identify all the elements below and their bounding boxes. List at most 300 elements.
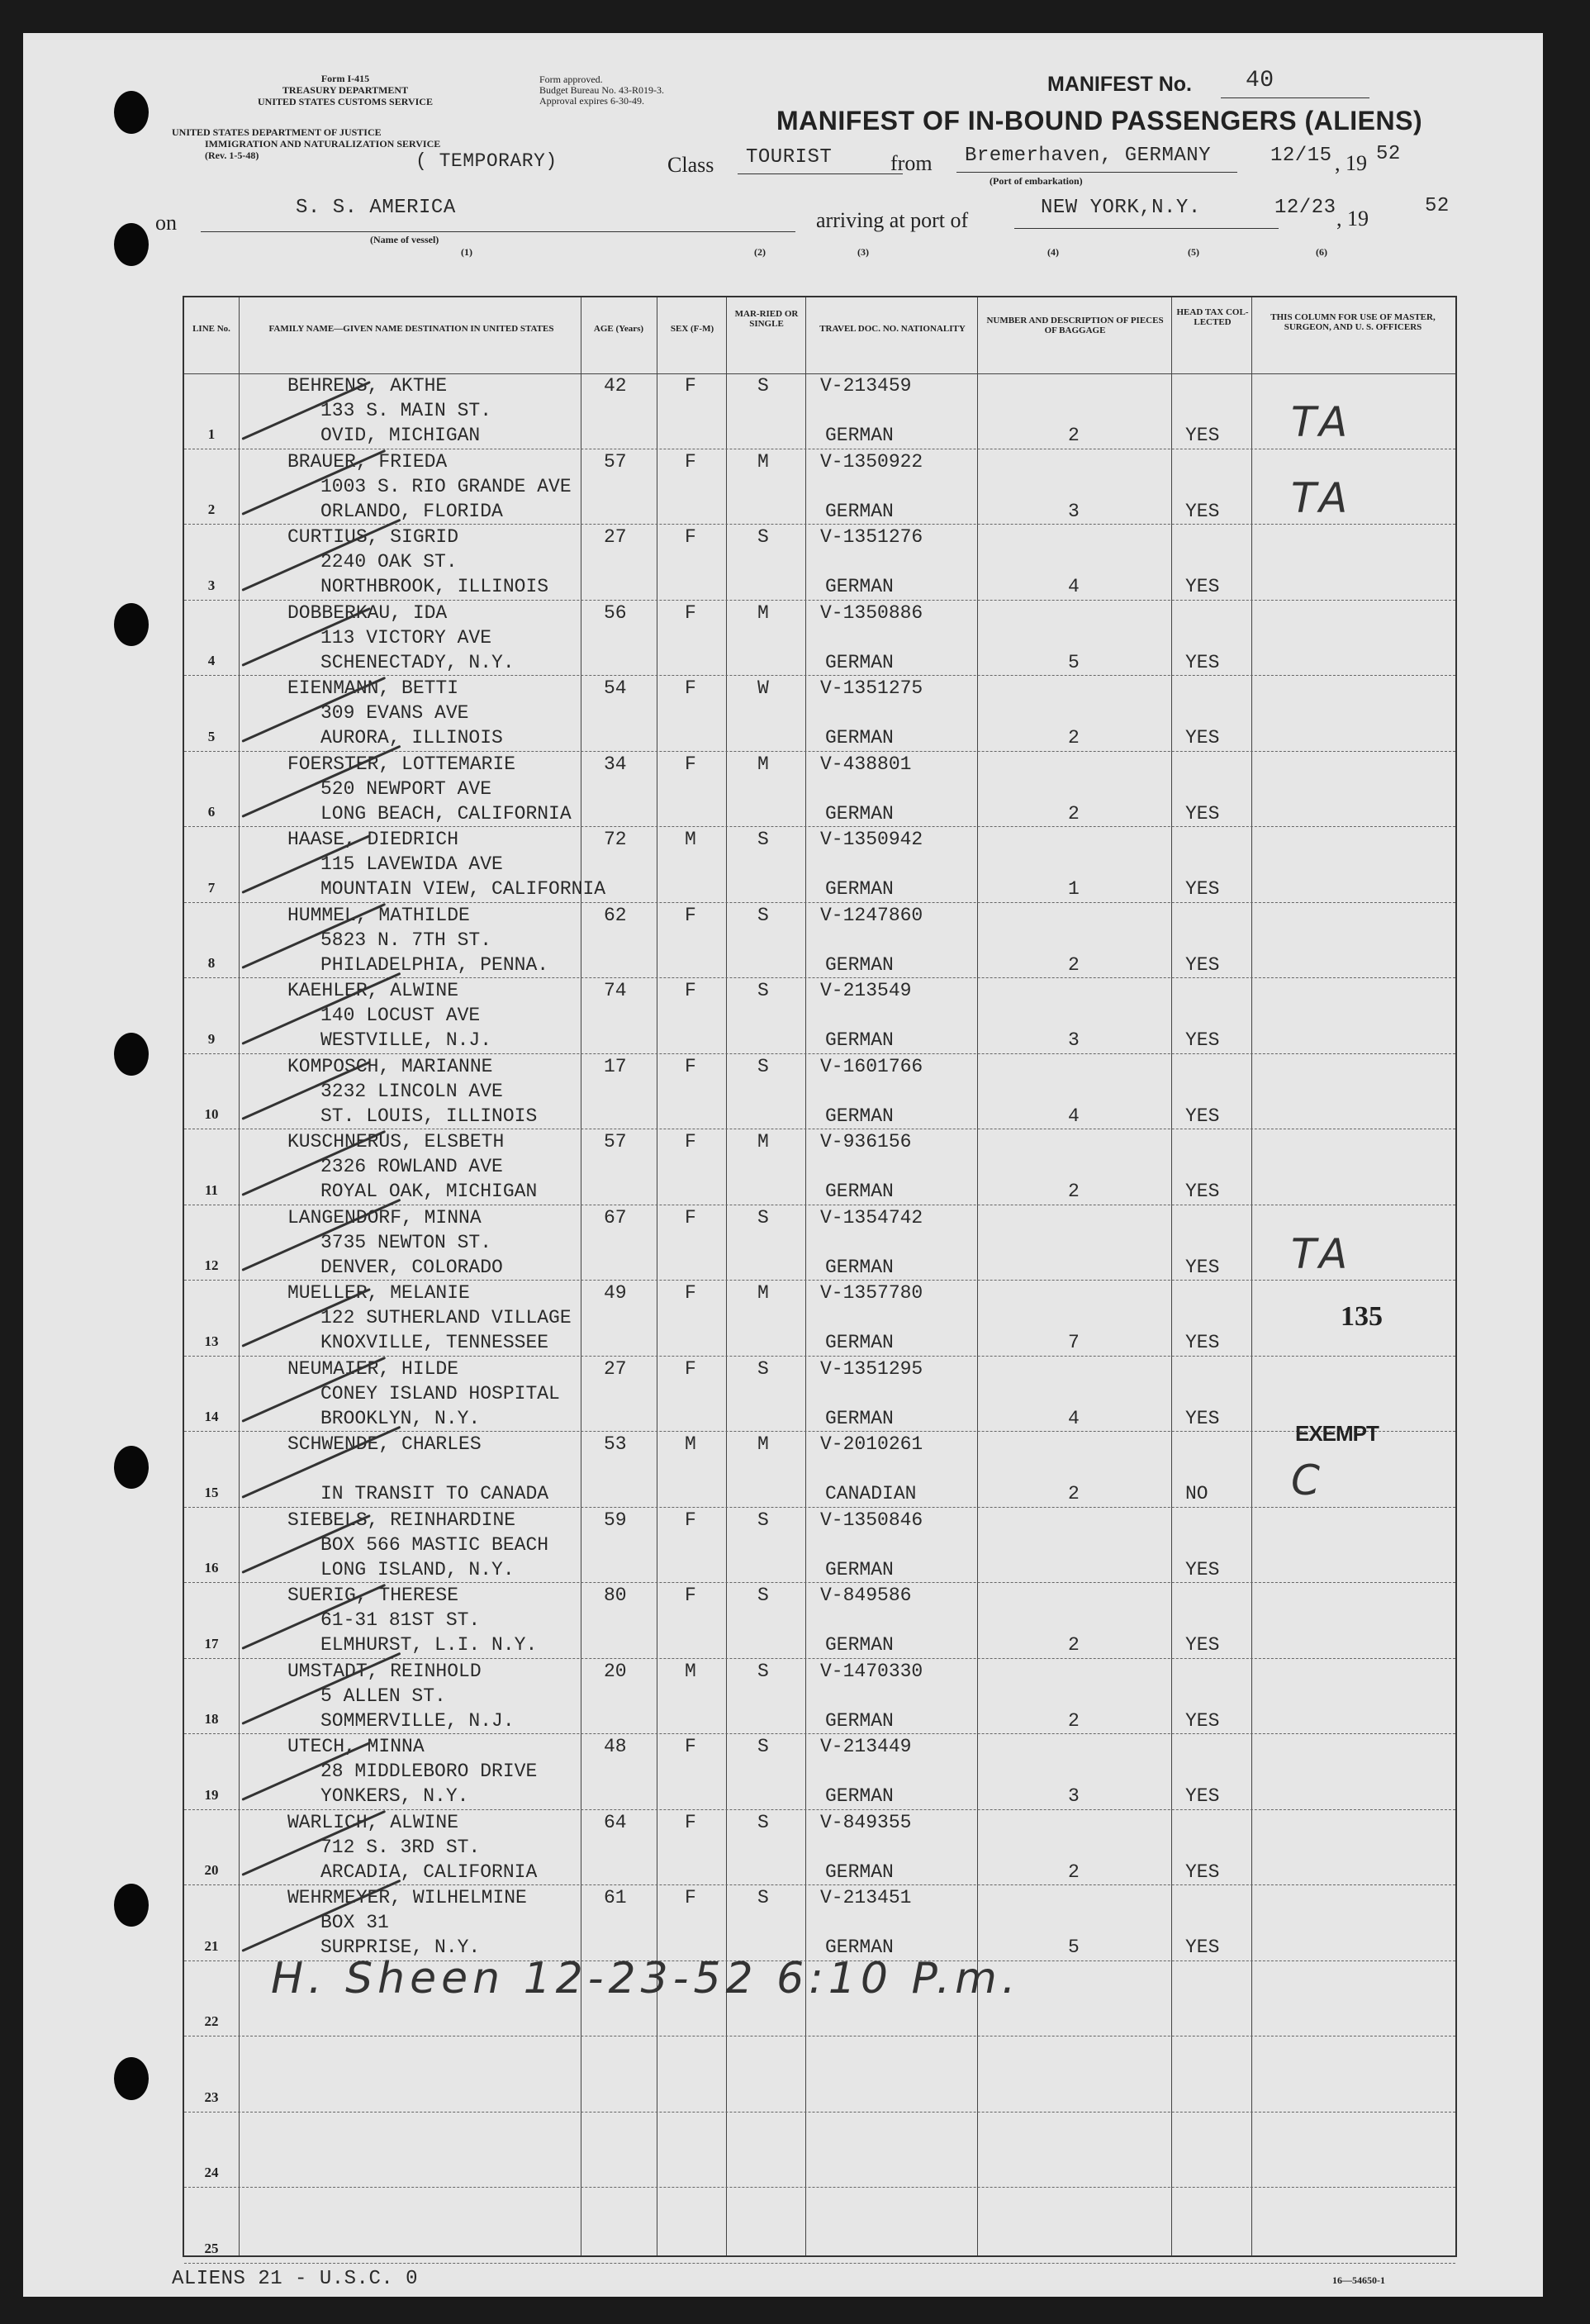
sex: F (685, 1736, 696, 1757)
baggage-count: 3 (1068, 1785, 1080, 1807)
line-number: 25 (204, 2240, 219, 2256)
age: 27 (604, 1357, 627, 1380)
empty-table-row (184, 2036, 1455, 2113)
table-row (184, 1281, 1455, 1357)
head-tax: YES (1185, 727, 1220, 749)
nationality: GERMAN (825, 953, 894, 976)
address-line-1: 113 VICTORY AVE (320, 626, 492, 649)
table-row (184, 752, 1455, 828)
line-number: 8 (207, 955, 216, 971)
nationality: GERMAN (825, 802, 894, 825)
travel-doc-number: V-213459 (820, 375, 912, 397)
address-line-1: 2326 ROWLAND AVE (320, 1156, 503, 1177)
baggage-count: 2 (1068, 1861, 1080, 1883)
passenger-name: UMSTADT, REINHOLD (287, 1660, 482, 1682)
address-line-2: BROOKLYN, N.Y. (320, 1407, 481, 1429)
sex: F (685, 1131, 696, 1152)
baggage-count: 2 (1068, 802, 1080, 825)
table-row (184, 1129, 1455, 1205)
nationality: GERMAN (825, 1407, 894, 1429)
class-rule (738, 173, 903, 174)
punch-hole (114, 1033, 149, 1076)
from-value: Bremerhaven, GERMANY (965, 145, 1212, 167)
travel-doc-number: V-1350886 (820, 601, 923, 624)
approval-line: Budget Bureau No. 43-R019-3. (539, 84, 664, 96)
travel-doc-number: V-1351275 (820, 677, 923, 699)
nationality: GERMAN (825, 1937, 894, 1958)
punch-hole (114, 223, 149, 266)
passenger-name: DOBBERKAU, IDA (287, 601, 448, 624)
address-line-2: DENVER, COLORADO (320, 1256, 503, 1278)
port-rule (1014, 228, 1279, 229)
address-line-2: MOUNTAIN VIEW, CALIFORNIA (320, 878, 606, 900)
passenger-name: KAEHLER, ALWINE (287, 980, 459, 1001)
sex: F (685, 753, 696, 775)
address-line-2: YONKERS, N.Y. (320, 1785, 469, 1807)
nationality: GERMAN (825, 425, 894, 446)
travel-doc-number: V-1351276 (820, 526, 923, 548)
age: 57 (604, 450, 627, 473)
age: 34 (604, 753, 627, 775)
line-number: 23 (204, 2089, 219, 2105)
nationality: GERMAN (825, 1332, 894, 1353)
travel-doc-number: V-1357780 (820, 1282, 923, 1304)
head-tax: YES (1185, 651, 1220, 673)
age: 56 (604, 601, 627, 624)
line-number: 11 (204, 1181, 219, 1198)
passenger-name: HAASE, DIEDRICH (287, 829, 459, 850)
baggage-count: 2 (1068, 953, 1080, 976)
address-line-2: LONG BEACH, CALIFORNIA (320, 802, 572, 825)
line-number: 18 (204, 1711, 219, 1727)
marital-status: M (757, 753, 769, 775)
address-line-1: 309 EVANS AVE (320, 702, 469, 724)
travel-doc-number: V-213451 (820, 1887, 912, 1908)
age: 42 (604, 375, 627, 397)
table-row (184, 903, 1455, 979)
head-tax: YES (1185, 1634, 1220, 1656)
passenger-name: SIEBELS, REINHARDINE (287, 1509, 516, 1531)
table-row (184, 1583, 1455, 1659)
address-line-2: WESTVILLE, N.J. (320, 1029, 492, 1051)
table-row (184, 1432, 1455, 1508)
head-tax: YES (1185, 425, 1220, 446)
from-rule (956, 172, 1237, 173)
nationality: GERMAN (825, 1105, 894, 1127)
sex: M (685, 829, 696, 850)
temporary-label: ( TEMPORARY) (415, 150, 558, 172)
address-line-2: AURORA, ILLINOIS (320, 727, 503, 749)
table-row (184, 1810, 1455, 1886)
line-number: 1 (207, 425, 216, 442)
nationality: GERMAN (825, 576, 894, 597)
marital-status: S (757, 1509, 769, 1531)
manifest-number: 40 (1246, 68, 1274, 93)
approval-line: Form approved. (539, 74, 603, 85)
sex: F (685, 1585, 696, 1606)
age: 61 (604, 1887, 627, 1908)
nationality: GERMAN (825, 1029, 894, 1051)
baggage-count: 5 (1068, 1937, 1080, 1958)
head-tax: YES (1185, 1256, 1220, 1278)
baggage-count: 2 (1068, 1709, 1080, 1732)
head-tax: YES (1185, 1105, 1220, 1127)
colnum: (2) (754, 246, 766, 258)
table-row (184, 1357, 1455, 1433)
head-tax: YES (1185, 1937, 1220, 1958)
line-number: 16 (204, 1560, 219, 1575)
passenger-name: EIENMANN, BETTI (287, 677, 459, 699)
customs-service: UNITED STATES CUSTOMS SERVICE (258, 96, 433, 107)
age: 54 (604, 677, 627, 699)
age: 80 (604, 1585, 627, 1606)
passenger-name: MUELLER, MELANIE (287, 1282, 470, 1304)
manifest-rule (1221, 97, 1369, 98)
colnum: (1) (461, 246, 472, 258)
sex: F (685, 1357, 696, 1380)
age: 74 (604, 980, 627, 1001)
address-line-2: OVID, MICHIGAN (320, 425, 481, 446)
address-line-1: 28 MIDDLEBORO DRIVE (320, 1761, 538, 1782)
vessel-caption: (Name of vessel) (370, 234, 439, 245)
sex: F (685, 526, 696, 548)
marital-status: S (757, 904, 769, 926)
address-line-1: 3232 LINCOLN AVE (320, 1080, 503, 1102)
age: 72 (604, 829, 627, 850)
from-label: from (890, 151, 933, 175)
nationality: GERMAN (825, 1558, 894, 1580)
age: 59 (604, 1509, 627, 1531)
sex: F (685, 1887, 696, 1908)
sex: F (685, 904, 696, 926)
punch-hole (114, 1884, 149, 1927)
travel-doc-number: V-849355 (820, 1811, 912, 1833)
marital-status: S (757, 1585, 769, 1606)
line-number: 24 (204, 2165, 219, 2180)
head-tax: YES (1185, 953, 1220, 976)
officer-note: TA (1291, 398, 1355, 446)
travel-doc-number: V-1350922 (820, 450, 923, 473)
class-value: TOURIST (746, 146, 833, 169)
line-number: 9 (207, 1030, 216, 1047)
address-line-2: ST. LOUIS, ILLINOIS (320, 1105, 538, 1127)
header-line: LINE No. (192, 324, 230, 334)
nationality: GERMAN (825, 1256, 894, 1278)
address-line-2: SOMMERVILLE, N.J. (320, 1709, 515, 1732)
header-name: FAMILY NAME—GIVEN NAME DESTINATION IN UNITED STATES (268, 324, 554, 334)
line-number: 12 (204, 1257, 219, 1273)
footer-right: 16—54650-1 (1332, 2274, 1385, 2286)
nationality: GERMAN (825, 1634, 894, 1656)
nationality: GERMAN (825, 651, 894, 673)
age: 62 (604, 904, 627, 926)
sex: F (685, 1206, 696, 1229)
punch-hole (114, 91, 149, 134)
sex: F (685, 1055, 696, 1077)
header-travel: TRAVEL DOC. NO. NATIONALITY (819, 324, 966, 334)
vessel-name: S. S. AMERICA (296, 197, 456, 219)
passenger-name: SUERIG, THERESE (287, 1585, 459, 1606)
header-sex: SEX (F-M) (670, 324, 714, 334)
baggage-count: 3 (1068, 1029, 1080, 1051)
passenger-name: CURTIUS, SIGRID (287, 526, 459, 548)
baggage-count: 7 (1068, 1332, 1080, 1353)
table-row (184, 449, 1455, 525)
passenger-name: BRAUER, FRIEDA (287, 450, 448, 473)
head-tax: YES (1185, 1861, 1220, 1883)
age: 67 (604, 1206, 627, 1229)
line-number: 6 (207, 804, 216, 820)
travel-doc-number: V-1354742 (820, 1206, 923, 1229)
head-tax: YES (1185, 1332, 1220, 1353)
marital-status: S (757, 980, 769, 1001)
marital-status: S (757, 829, 769, 850)
exempt-stamp: EXEMPT (1295, 1421, 1379, 1446)
address-line-1: 5 ALLEN ST. (320, 1685, 446, 1707)
colnum: (5) (1188, 246, 1199, 258)
passenger-name: UTECH, MINNA (287, 1736, 425, 1757)
address-line-1: 140 LOCUST AVE (320, 1005, 481, 1026)
address-line-1: CONEY ISLAND HOSPITAL (320, 1382, 560, 1404)
marital-status: S (757, 1206, 769, 1229)
address-line-1: 115 LAVEWIDA AVE (320, 853, 503, 875)
address-line-2: ELMHURST, L.I. N.Y. (320, 1634, 538, 1656)
head-tax: YES (1185, 576, 1220, 597)
age: 49 (604, 1282, 627, 1304)
line-number: 20 (204, 1862, 219, 1878)
depart-year-prefix: , 19 (1335, 151, 1367, 175)
line-number: 2 (207, 501, 216, 517)
travel-doc-number: V-1350942 (820, 829, 923, 850)
head-tax: NO (1185, 1483, 1208, 1504)
address-line-2: KNOXVILLE, TENNESSEE (320, 1332, 549, 1353)
passenger-name: NEUMAIER, HILDE (287, 1357, 459, 1380)
marital-status: S (757, 1736, 769, 1757)
head-tax: YES (1185, 878, 1220, 900)
header-headtax: HEAD TAX COL-LECTED (1176, 307, 1249, 327)
line-number: 15 (204, 1484, 219, 1500)
arrive-year: 52 (1425, 195, 1450, 217)
line-number: 14 (204, 1409, 219, 1424)
address-line-1: 61-31 81ST ST. (320, 1609, 481, 1631)
travel-doc-number: V-213449 (820, 1736, 912, 1757)
marital-status: S (757, 1660, 769, 1682)
line-number: 7 (207, 879, 216, 896)
address-line-2: ORLANDO, FLORIDA (320, 500, 503, 522)
baggage-count: 2 (1068, 727, 1080, 749)
travel-doc-number: V-438801 (820, 753, 912, 775)
travel-doc-number: V-213549 (820, 980, 912, 1001)
address-line-1: 122 SUTHERLAND VILLAGE (320, 1307, 572, 1328)
address-line-2: SURPRISE, N.Y. (320, 1937, 481, 1958)
nationality: GERMAN (825, 1181, 894, 1202)
baggage-count: 4 (1068, 1105, 1080, 1127)
passenger-name: BEHRENS, AKTHE (287, 375, 448, 397)
passenger-name: WARLICH, ALWINE (287, 1811, 459, 1833)
age: 53 (604, 1433, 627, 1455)
marital-status: S (757, 1357, 769, 1380)
line-number: 22 (204, 2013, 219, 2029)
form-number: Form I-415 (320, 73, 370, 84)
baggage-count: 4 (1068, 576, 1080, 597)
punch-hole (114, 603, 149, 646)
age: 64 (604, 1811, 627, 1833)
marital-status: S (757, 1811, 769, 1833)
manifest-sheet (23, 33, 1543, 2297)
sex: F (685, 1509, 696, 1531)
baggage-count: 2 (1068, 1181, 1080, 1202)
age: 17 (604, 1055, 627, 1077)
colnum: (6) (1316, 246, 1327, 258)
arriving-label: arriving at port of (816, 208, 969, 232)
address-line-1: BOX 31 (320, 1912, 389, 1933)
passenger-name: LANGENDORF, MINNA (287, 1206, 482, 1229)
manifest-number-label: MANIFEST No. (1047, 73, 1192, 96)
empty-table-row (184, 2188, 1455, 2264)
baggage-count: 1 (1068, 878, 1080, 900)
sex: F (685, 1811, 696, 1833)
nationality: GERMAN (825, 1709, 894, 1732)
sex: M (685, 1660, 696, 1682)
vessel-rule (201, 231, 795, 232)
line-number: 5 (207, 728, 216, 744)
header-married: MAR-RIED OR SINGLE (734, 309, 799, 329)
colnum: (3) (857, 246, 869, 258)
marital-status: M (757, 1282, 769, 1304)
age: 48 (604, 1736, 627, 1757)
address-line-1: 1003 S. RIO GRANDE AVE (320, 475, 572, 497)
head-tax: YES (1185, 1029, 1220, 1051)
travel-doc-number: V-1247860 (820, 904, 923, 926)
sex: F (685, 677, 696, 699)
approval-block (539, 74, 664, 107)
sex: F (685, 375, 696, 397)
table-row (184, 1205, 1455, 1281)
address-line-2: SCHENECTADY, N.Y. (320, 651, 515, 673)
baggage-count: 3 (1068, 500, 1080, 522)
punch-hole (114, 1446, 149, 1489)
officer-note: C (1291, 1457, 1327, 1504)
address-line-1: 5823 N. 7TH ST. (320, 929, 492, 951)
table-row (184, 525, 1455, 601)
travel-doc-number: V-1350846 (820, 1509, 923, 1531)
marital-status: M (757, 1433, 769, 1455)
nationality: GERMAN (825, 500, 894, 522)
line-number: 19 (204, 1786, 219, 1803)
nationality: CANADIAN (825, 1483, 917, 1504)
sex: F (685, 450, 696, 473)
marital-status: S (757, 1055, 769, 1077)
address-line-2: ROYAL OAK, MICHIGAN (320, 1181, 538, 1202)
address-line-1: 2240 OAK ST. (320, 551, 458, 573)
line-number: 21 (204, 1937, 219, 1954)
form-agency-block (188, 73, 502, 107)
travel-doc-number: V-1351295 (820, 1357, 923, 1380)
header-age: AGE (Years) (593, 324, 644, 334)
baggage-count: 4 (1068, 1407, 1080, 1429)
table-row (184, 373, 1455, 449)
age: 20 (604, 1660, 627, 1682)
class-label: Class (667, 153, 714, 177)
marital-status: S (757, 1887, 769, 1908)
passenger-name: KUSCHNERUS, ELSBETH (287, 1131, 505, 1152)
marital-status: M (757, 601, 769, 624)
line-number: 10 (204, 1106, 219, 1122)
marital-status: S (757, 526, 769, 548)
arrive-year-prefix: , 19 (1336, 207, 1369, 230)
sex: F (685, 980, 696, 1001)
baggage-count: 2 (1068, 1634, 1080, 1656)
baggage-count: 5 (1068, 651, 1080, 673)
head-tax: YES (1185, 1558, 1220, 1580)
line-number: 17 (204, 1635, 219, 1652)
footer-left: ALIENS 21 - U.S.C. 0 (172, 2268, 419, 2290)
on-label: on (155, 211, 177, 235)
head-tax: YES (1185, 1407, 1220, 1429)
table-row (184, 1508, 1455, 1584)
line-number: 4 (207, 653, 216, 668)
head-tax: YES (1185, 802, 1220, 825)
nationality: GERMAN (825, 878, 894, 900)
address-line-1: 712 S. 3RD ST. (320, 1836, 481, 1858)
address-line-1: 133 S. MAIN ST. (320, 400, 492, 421)
table-row (184, 1659, 1455, 1735)
sex: F (685, 1282, 696, 1304)
row-separator (184, 2263, 1455, 2264)
line-number: 13 (204, 1333, 219, 1349)
address-line-1: BOX 566 MASTIC BEACH (320, 1533, 549, 1556)
line-number: 3 (207, 577, 216, 593)
travel-doc-number: V-2010261 (820, 1433, 923, 1455)
officer-note: TA (1291, 1229, 1355, 1278)
table-row (184, 1885, 1455, 1961)
approval-line: Approval expires 6-30-49. (539, 95, 644, 107)
passenger-name: FOERSTER, LOTTEMARIE (287, 753, 516, 775)
colnum: (4) (1047, 246, 1059, 258)
passenger-name: SCHWENDE, CHARLES (287, 1433, 482, 1455)
punch-hole (114, 2057, 149, 2100)
head-tax: YES (1185, 500, 1220, 522)
head-tax: YES (1185, 1181, 1220, 1202)
depart-date: 12/15 (1270, 145, 1332, 167)
head-tax: YES (1185, 1785, 1220, 1807)
header-baggage: NUMBER AND DESCRIPTION OF PIECES OF BAGGAGE (986, 316, 1164, 335)
table-row (184, 676, 1455, 752)
count-stamp: 135 (1341, 1301, 1383, 1332)
treasury-dept: TREASURY DEPARTMENT (282, 84, 409, 96)
passenger-name: KOMPOSCH, MARIANNE (287, 1055, 493, 1077)
baggage-count: 2 (1068, 425, 1080, 446)
travel-doc-number: V-1601766 (820, 1055, 923, 1077)
table-row (184, 1734, 1455, 1810)
manifest-title: MANIFEST OF IN-BOUND PASSENGERS (ALIENS) (776, 106, 1423, 135)
table-row (184, 978, 1455, 1054)
marital-status: S (757, 375, 769, 397)
embarkation-caption: (Port of embarkation) (990, 175, 1083, 187)
handwritten-signoff: H. Sheen 12-23-52 6:10 P.m. (271, 1954, 1021, 2003)
table-row (184, 1054, 1455, 1130)
travel-doc-number: V-936156 (820, 1131, 912, 1152)
arrival-port: NEW YORK,N.Y. (1041, 197, 1201, 219)
address-line-2: IN TRANSIT TO CANADA (320, 1483, 549, 1504)
travel-doc-number: V-1470330 (820, 1660, 923, 1682)
header-officers: THIS COLUMN FOR USE OF MASTER, SURGEON, AND U. S. OFFICERS (1270, 312, 1436, 332)
ins-service: IMMIGRATION AND NATURALIZATION SERVICE (205, 138, 441, 150)
passenger-name: WEHRMEYER, WILHELMINE (287, 1887, 527, 1908)
address-line-1: 520 NEWPORT AVE (320, 777, 492, 800)
address-line-2: PHILADELPHIA, PENNA. (320, 953, 549, 976)
depart-year: 52 (1376, 143, 1401, 165)
